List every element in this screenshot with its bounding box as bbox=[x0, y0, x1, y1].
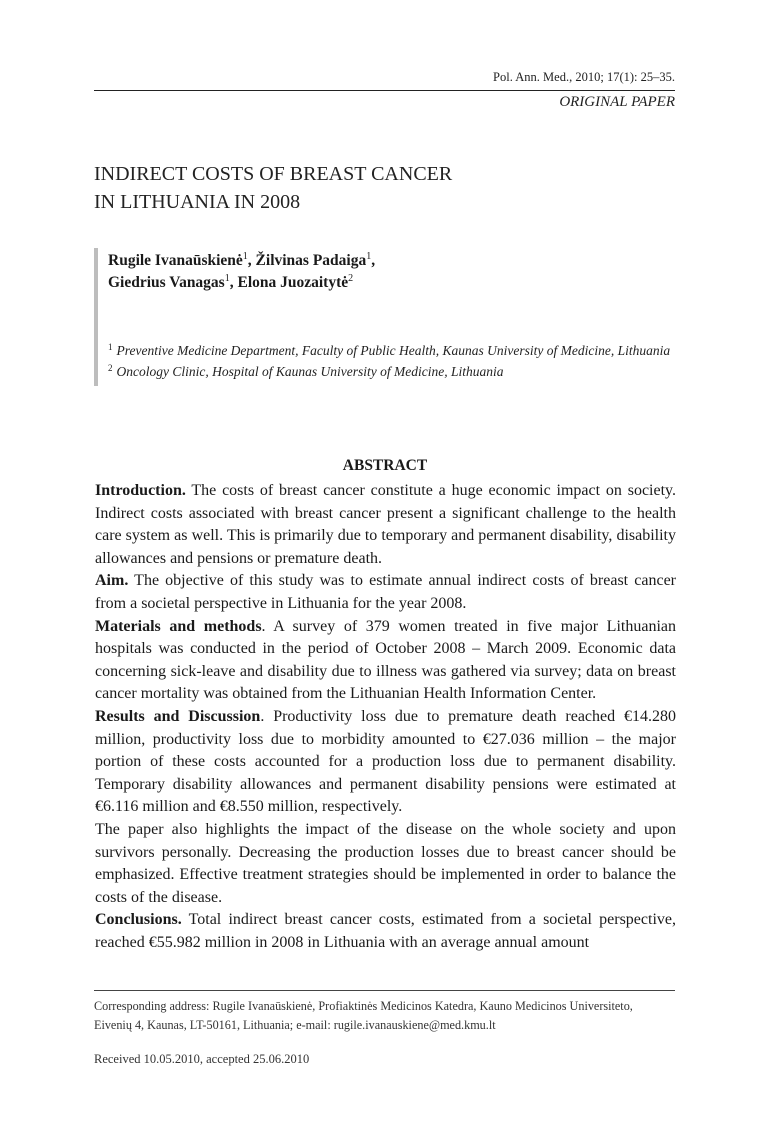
author-affiliation-mark: 2 bbox=[348, 272, 354, 284]
abstract-heading: ABSTRACT bbox=[342, 457, 428, 474]
author-affiliation-mark: 1 bbox=[366, 250, 372, 262]
footer-divider bbox=[94, 990, 675, 991]
abstract-introduction bbox=[95, 480, 676, 570]
aim-label: Aim. bbox=[95, 572, 129, 590]
abstract-body bbox=[95, 480, 676, 954]
affiliation-number: 2 bbox=[108, 362, 113, 373]
affiliation-text: Preventive Medicine Department, Faculty of Public Health, Kaunas University of Medicine, Lithuania bbox=[116, 343, 671, 358]
corresponding-address bbox=[94, 997, 676, 1035]
header-divider bbox=[94, 90, 675, 91]
author-line-2: Giedrius Vanagas$^1$, Elona Juozaitytė$^2$ bbox=[108, 272, 354, 291]
author-name: Rugile Ivanaūskienė bbox=[108, 252, 243, 269]
author-line-1: Rugile Ivanaūskienė$^1$, Žilvinas Padaiga$^1$, bbox=[108, 250, 376, 269]
author-list bbox=[108, 250, 375, 294]
affiliation-item bbox=[108, 340, 670, 361]
conclusions-label: Conclusions. bbox=[95, 911, 182, 929]
affiliation-list bbox=[108, 340, 670, 382]
title-line-1: INDIRECT COSTS OF BREAST CANCER bbox=[94, 163, 453, 185]
aim-text: The objective of this study was to estimate annual indirect costs of breast cancer from a societal perspective in Lithuania for the year 2008. bbox=[95, 572, 676, 612]
affiliation-number: 1 bbox=[108, 341, 113, 352]
abstract-aim bbox=[95, 570, 676, 615]
conclusions-text: Total indirect breast cancer costs, estimated from a societal perspective, reached €55.982 million in 2008 in Lithuania with an average annual amount bbox=[95, 911, 676, 951]
author-name: Elona Juozaitytė bbox=[237, 274, 349, 291]
author-block bbox=[94, 248, 688, 386]
title-line-2: IN LITHUANIA IN 2008 bbox=[94, 191, 301, 213]
article-title bbox=[94, 160, 674, 216]
author-name: Žilvinas Padaiga bbox=[255, 252, 367, 269]
abstract-results bbox=[95, 706, 676, 819]
author-name: Giedrius Vanagas bbox=[108, 274, 225, 291]
received-dates: Received 10.05.2010, accepted 25.06.2010 bbox=[94, 1052, 310, 1066]
introduction-label: Introduction. bbox=[95, 482, 186, 499]
affiliation-item bbox=[108, 361, 670, 382]
author-affiliation-mark: 1 bbox=[224, 272, 230, 284]
results-label: Results and Discussion bbox=[95, 707, 261, 725]
abstract-conclusions bbox=[95, 909, 676, 954]
paper-type-label: ORIGINAL PAPER bbox=[559, 94, 675, 110]
introduction-text: The costs of breast cancer constitute a huge economic impact on society. Indirect costs associated with breast cancer present a significant challenge to the health care system as well. This is primarily due to temporary and permanent disability, disability allowances and pensions or premature death. bbox=[95, 482, 676, 567]
methods-text: . A survey of 379 women treated in five major Lithuanian hospitals was conducted in the period of October 2008 – March 2009. Economic data concerning sick-leave and disability due to illness was gathered via survey; data on breast cancer mortality was obtained from the Lithuanian Health Information Center. bbox=[95, 617, 676, 703]
results-text: . Productivity loss due to premature death reached €14.280 million, productivity loss due to morbidity amounted to €27.036 million – the major portion of these costs accounted for a production loss due to permanent disability. Temporary disability allowances and permanent disability pensions were estimated at €6.116 million and €8.550 million, respectively. bbox=[95, 707, 676, 816]
affiliation-text: Oncology Clinic, Hospital of Kaunas University of Medicine, Lithuania bbox=[116, 364, 504, 379]
corresponding-line-2: Eivenių 4, Kaunas, LT-50161, Lithuania; e-mail: rugile.ivanauskiene@med.kmu.lt bbox=[94, 1018, 496, 1032]
abstract-methods bbox=[95, 616, 676, 706]
abstract-extra: The paper also highlights the impact of the disease on the whole society and upon survivors personally. Decreasing the production losses due to breast cancer should be emphasized. Effective treatment strategies should be implemented in order to balance the costs of the disease. bbox=[95, 820, 676, 906]
methods-label: Materials and methods bbox=[95, 617, 262, 635]
author-affiliation-mark: 1 bbox=[242, 250, 248, 262]
corresponding-line-1: Corresponding address: Rugile Ivanaūskienė, Profiaktinės Medicinos Katedra, Kauno Medicinos Universiteto, bbox=[94, 999, 633, 1013]
journal-reference: Pol. Ann. Med., 2010; 17(1): 25–35. bbox=[493, 70, 675, 84]
